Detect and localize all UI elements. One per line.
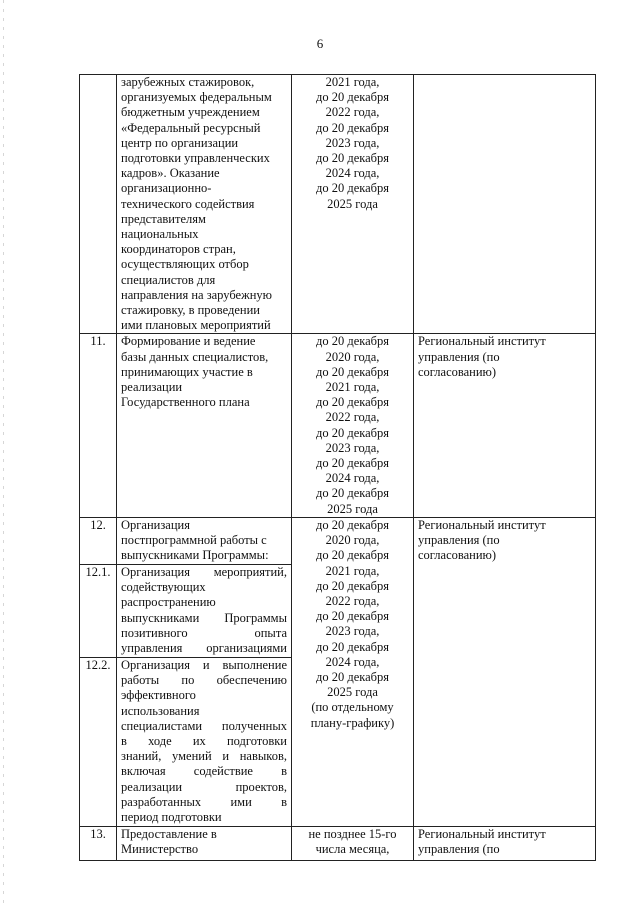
- deadline-line: 2023 года,: [325, 440, 380, 455]
- activity-line: базы данных специалистов,: [121, 349, 269, 364]
- deadline-line: до 20 декабря: [315, 364, 390, 379]
- executor-cell: [414, 826, 596, 860]
- deadline-line: 2021 года,: [325, 563, 380, 578]
- activity-line: Министерство: [121, 842, 199, 857]
- table-row: [80, 75, 596, 334]
- activity-line: выпускниками Программы: [121, 610, 287, 625]
- deadline-line: до 20 декабря: [315, 669, 390, 684]
- activity-line: разработанных ими в: [121, 794, 287, 809]
- deadline-line: 2020 года,: [325, 533, 380, 548]
- executor-cell: [414, 334, 596, 517]
- deadline-line: до 20 декабря: [315, 151, 390, 166]
- activity-line: специалистов для: [121, 272, 216, 287]
- page-number: 6: [316, 36, 324, 51]
- row-number: 11.: [80, 334, 117, 517]
- deadline-line: до 20 декабря: [315, 425, 390, 440]
- activity-line: реализации проектов,: [121, 779, 287, 794]
- row-number: 13.: [80, 826, 117, 860]
- activity-line: Государственного плана: [121, 395, 250, 410]
- activity-line: управления организациями: [121, 640, 287, 655]
- plan-table: [79, 74, 596, 861]
- executor-cell: [414, 517, 596, 826]
- activity-line: бюджетным учреждением: [121, 105, 260, 120]
- executor-line: Региональный институт: [418, 517, 546, 532]
- executor-line: управления (по: [418, 842, 500, 857]
- table-row: [80, 517, 596, 564]
- deadline-line: до 20 декабря: [315, 90, 390, 105]
- activity-cell: [117, 517, 292, 564]
- activity-line: выпускниками Программы:: [121, 548, 269, 563]
- activity-line: направления на зарубежную: [121, 287, 273, 302]
- activity-line: технического содействия: [121, 196, 255, 211]
- deadline-line: до 20 декабря: [315, 456, 390, 471]
- activity-line: знаний, умений и навыков,: [121, 749, 287, 764]
- deadline-line: 2023 года,: [325, 135, 380, 150]
- activity-line: представителям: [121, 211, 206, 226]
- row-number: 12.1.: [80, 564, 117, 657]
- activity-line: Организация: [121, 517, 190, 532]
- table-row: [80, 826, 596, 860]
- deadline-line: до 20 декабря: [315, 639, 390, 654]
- activity-line: содействующих: [121, 580, 206, 595]
- activity-line: Формирование и ведение: [121, 334, 256, 349]
- activity-line: организационно-: [121, 181, 212, 196]
- activity-line: Организация мероприятий,: [121, 564, 287, 579]
- activity-line: эффективного: [121, 688, 196, 703]
- activity-cell: [117, 564, 292, 657]
- row-number: 12.2.: [80, 657, 117, 826]
- activity-line: стажировку, в проведении: [121, 303, 260, 318]
- activity-line: постпрограммной работы с: [121, 533, 267, 548]
- deadline-line: 2021 года,: [325, 380, 380, 395]
- deadline-line: 2025 года: [327, 685, 378, 700]
- activity-line: специалистами полученных: [121, 718, 287, 733]
- activity-line: реализации: [121, 380, 183, 395]
- deadline-line: плану-графику): [310, 715, 395, 730]
- activity-cell: [117, 334, 292, 517]
- activity-line: использования: [121, 703, 200, 718]
- row-number: 12.: [80, 517, 117, 564]
- executor-line: управления (по: [418, 349, 500, 364]
- activity-line: национальных: [121, 227, 199, 242]
- activity-line: принимающих участие в: [121, 364, 253, 379]
- deadline-cell: [292, 334, 414, 517]
- deadline-line: 2025 года: [327, 501, 378, 516]
- activity-line: «Федеральный ресурсный: [121, 120, 261, 135]
- deadline-cell: [292, 826, 414, 860]
- row-number: [80, 75, 117, 334]
- deadline-line: 2021 года,: [325, 75, 380, 89]
- scan-edge-artifact: [3, 0, 4, 905]
- activity-cell: [117, 826, 292, 860]
- executor-line: управления (по: [418, 533, 500, 548]
- deadline-line: до 20 декабря: [315, 609, 390, 624]
- table-row: [80, 334, 596, 517]
- activity-cell: [117, 75, 292, 334]
- deadline-cell: [292, 75, 414, 334]
- executor-line: Региональный институт: [418, 826, 546, 841]
- deadline-line: до 20 декабря: [315, 517, 390, 532]
- activity-line: организуемых федеральным: [121, 90, 272, 105]
- deadline-line: 2025 года: [327, 196, 378, 211]
- activity-line: подготовки управленческих: [121, 151, 270, 166]
- activity-line: распространению: [121, 595, 216, 610]
- activity-line: ими плановых мероприятий: [121, 318, 271, 333]
- activity-line: зарубежных стажировок,: [121, 75, 255, 89]
- activity-line: Предоставление в: [121, 826, 217, 841]
- executor-line: согласованию): [418, 364, 497, 379]
- deadline-line: до 20 декабря: [315, 548, 390, 563]
- activity-line: кадров». Оказание: [121, 166, 220, 181]
- executor-line: согласованию): [418, 548, 497, 563]
- activity-line: период подготовки: [121, 809, 222, 824]
- deadline-line: (по отдельному: [311, 700, 394, 715]
- activity-line: центр по организации: [121, 135, 239, 150]
- executor-cell: [414, 75, 596, 334]
- deadline-line: 2023 года,: [325, 624, 380, 639]
- activity-line: позитивного опыта: [121, 625, 287, 640]
- deadline-line: 2024 года,: [325, 654, 380, 669]
- deadline-line: до 20 декабря: [315, 578, 390, 593]
- deadline-line: 2024 года,: [325, 471, 380, 486]
- executor-line: Региональный институт: [418, 334, 546, 349]
- deadline-line: 2020 года,: [325, 349, 380, 364]
- activity-cell: [117, 657, 292, 826]
- deadline-line: 2022 года,: [325, 593, 380, 608]
- activity-line: работы по обеспечению: [121, 673, 287, 688]
- deadline-line: до 20 декабря: [315, 181, 390, 196]
- deadline-line: до 20 декабря: [315, 395, 390, 410]
- activity-line: Организация и выполнение: [121, 657, 287, 672]
- activity-line: координаторов стран,: [121, 242, 236, 257]
- deadline-line: 2024 года,: [325, 166, 380, 181]
- deadline-line: 2022 года,: [325, 105, 380, 120]
- deadline-line: до 20 декабря: [315, 486, 390, 501]
- deadline-line: не позднее 15-го: [308, 826, 397, 841]
- deadline-line: 2022 года,: [325, 410, 380, 425]
- activity-line: включая содействие в: [121, 764, 287, 779]
- activity-line: осуществляющих отбор: [121, 257, 249, 272]
- deadline-cell: [292, 517, 414, 826]
- deadline-line: до 20 декабря: [315, 334, 390, 349]
- activity-line: в ходе их подготовки: [121, 733, 287, 748]
- deadline-line: числа месяца,: [315, 842, 390, 857]
- deadline-line: до 20 декабря: [315, 120, 390, 135]
